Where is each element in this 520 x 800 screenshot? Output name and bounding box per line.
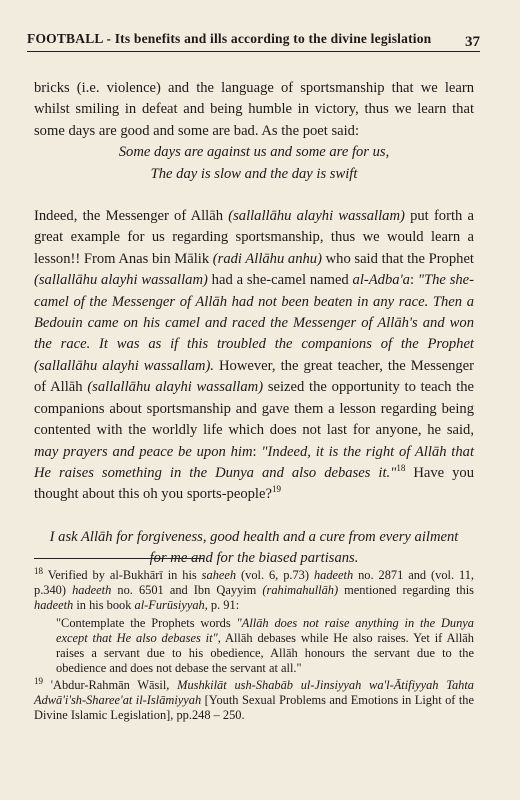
- footnote-number: 18: [34, 565, 43, 576]
- hadith-quote: "The she-camel of the Messenger of Allāh had not been beaten in any race. Then a Bedouin came on his camel and raced the Messenger of Allāh's and won the race. It was as if this troubled the companions of the Prophet (sallallāhu alayhi wassallam).: [34, 272, 475, 374]
- text-run: (vol. 6, p.73): [236, 568, 314, 582]
- footnote-ref-18[interactable]: 18: [396, 463, 406, 474]
- hadith-quote: "Indeed, it is the right of Allāh that He raises something in the Dunya and also debases it.": [34, 443, 475, 481]
- text-run: "Allāh does not raise anything in the Dunya except that He also debases it": [56, 616, 474, 645]
- footnotes: [34, 565, 475, 726]
- honorific: (radi Allāhu anhu): [212, 250, 322, 267]
- running-header: [27, 30, 480, 52]
- honorific: (sallallāhu alayhi wassallam): [87, 379, 264, 396]
- prayer-line-2: for me and for the biased partisans.: [149, 550, 359, 567]
- running-title: FOOTBALL - Its benefits and ills according to the divine legislation: [27, 31, 432, 46]
- main-text: [34, 78, 474, 570]
- text-run: Verified by al-Bukhārī in his: [43, 568, 202, 582]
- text-run: 'Abdur-Rahmān Wāsil,: [43, 678, 178, 692]
- page-number: 37: [465, 34, 480, 50]
- text-run: no. 6501 and Ibn Qayyim: [111, 583, 263, 597]
- text-run: :: [252, 443, 262, 460]
- poem-line-1: Some days are against us and some are for us,: [118, 144, 390, 161]
- salutation: may prayers and peace be upon him: [34, 443, 253, 460]
- paragraph-2: [34, 206, 474, 506]
- text-run: had a she-camel named: [207, 272, 353, 289]
- footnote-19: [34, 675, 475, 723]
- text-run: who said that the Prophet: [321, 250, 474, 267]
- text-run: Have you thought about this oh you sports-people?: [34, 464, 475, 503]
- text-run: "Contemplate the Prophets words: [56, 616, 237, 630]
- footnote-ref-19[interactable]: 19: [271, 484, 281, 495]
- camel-name: al-Adba'a: [352, 272, 410, 289]
- book-title: al-Furūsiyyah: [134, 598, 205, 612]
- text-run: hadeeth: [34, 598, 74, 612]
- text-run: hadeeth: [72, 583, 112, 597]
- text-run: However, the great teacher, the Messenger of Allāh: [34, 357, 475, 396]
- text-run: in his book: [73, 598, 135, 612]
- text-run: :: [409, 272, 418, 289]
- footnote-number: 19: [34, 675, 43, 686]
- prayer-line-1: I ask Allāh for forgiveness, good health and a cure from every ailment: [49, 528, 459, 545]
- paragraph-1: bricks (i.e. violence) and the language of sportsmanship that we learn whilst smiling in defeat and being humble in victory, thus we learn that some days are good and some are bad. As the poet said:: [34, 80, 474, 139]
- text-run: , Allāh debases while He also raises. Yet if Allāh raises a servant due to his obedience, Allāh honours the servant due to the obedience and does not debase the servant at all.": [56, 631, 475, 675]
- text-run: seized the opportunity to teach the companions about sportsmanship and gave them a lesson regarding being contented with the worldly life which does not last for anyone, he said,: [34, 379, 475, 439]
- spacer: [34, 506, 474, 527]
- poem-line-2: The day is slow and the day is swift: [150, 165, 358, 182]
- honorific: (sallallāhu alayhi wassallam): [228, 208, 405, 225]
- text-run: mentioned regarding this: [338, 583, 474, 597]
- text-run: hadeeth: [313, 568, 354, 582]
- text-run: (rahimahullāh): [262, 583, 339, 597]
- footnote-18: [34, 565, 475, 613]
- spacer: [34, 185, 474, 206]
- text-run: [Youth Sexual Problems and Emotions in Light of the Divine Islamic Legislation], pp.248 – 250.: [34, 693, 474, 722]
- text-run: put forth a great example for us regarding sportsmanship, thus we would learn a lesson!! From Anas bin Mālik: [34, 208, 474, 267]
- text-run: Indeed, the Messenger of Allāh: [34, 208, 229, 225]
- book-title: Mushkilāt ush-Shabāb ul-Jinsiyyah wa'l-Ātifiyyah Tahta Adwā'i'sh-Sharee'at il-Islāmiyyah: [34, 678, 475, 707]
- text-run: , p. 91:: [204, 598, 240, 612]
- footnote-18-quote: [56, 616, 474, 676]
- footnote-divider: [34, 558, 204, 559]
- text-run: no. 2871 and (vol. 11, p.340): [34, 568, 475, 597]
- text-run: saheeh: [201, 568, 237, 582]
- honorific: (sallallāhu alayhi wassallam): [34, 272, 208, 289]
